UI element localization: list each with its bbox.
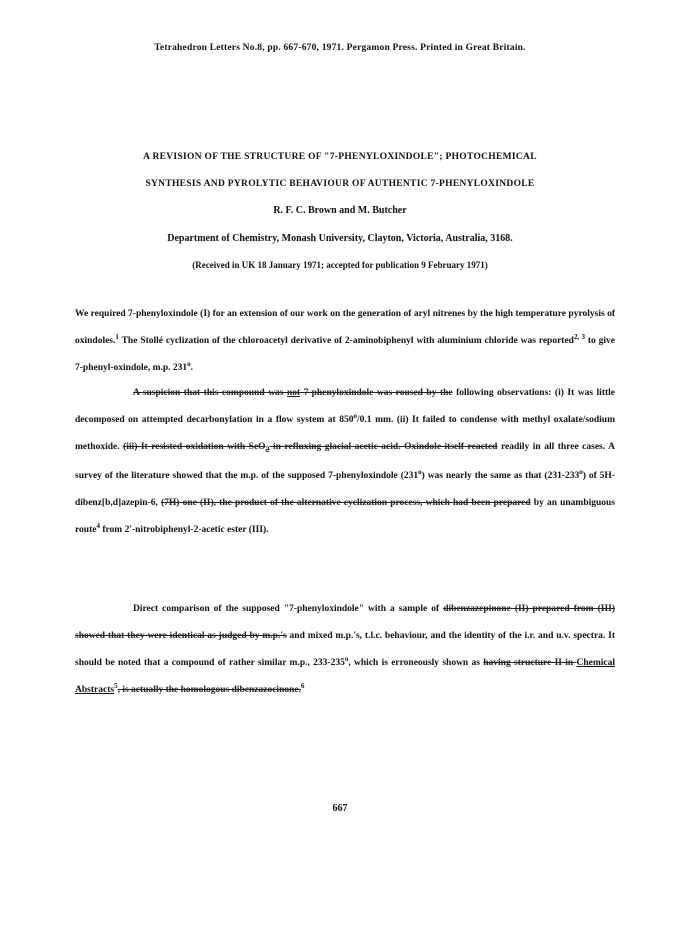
p2-text-a: A suspicion that this compound was: [133, 388, 287, 398]
p2-text-h: ) was nearly the same as that (231-233: [421, 470, 580, 481]
p2-text-g: readily in all three cases. A survey of the literature showed that the m.p. of the supposed 7-phenyloxindole (231: [75, 442, 615, 481]
p2-text-l: from 2'-nitrobiphenyl-2-acetic ester (III).: [99, 524, 269, 535]
p1-text-b: The Stollé cyclization of the chloroacetyl derivative of 2-aminobiphenyl with aluminium chloride was reported: [118, 336, 574, 346]
paragraph-2: [75, 380, 615, 544]
p3-text-a: Direct comparison of the supposed "7-phenyloxindole" with a sample of: [133, 604, 444, 614]
degree-symbol: o: [418, 467, 422, 476]
received-date: (Received in UK 18 January 1971; accepted for publication 9 February 1971): [192, 260, 488, 270]
article-title-line-2: SYNTHESIS AND PYROLYTIC BEHAVIOUR OF AUTHENTIC 7-PHENYLOXINDOLE: [145, 179, 535, 189]
p2-text-j: (7H) one (II), the product of the alternative cyclization process, which had been prepared: [161, 497, 531, 508]
p2-text-e: (iii) It resisted oxidation with SeO: [123, 442, 266, 452]
article-title-line-1: A REVISION OF THE STRUCTURE OF "7-PHENYLOXINDOLE"; PHOTOCHEMICAL: [143, 152, 537, 162]
subscript-2: 2: [265, 444, 270, 454]
p1-text-d: .: [190, 363, 194, 373]
page-number: 667: [332, 803, 348, 814]
p1-text-c: to give 7-phenyl-oxindole, m.p. 231: [75, 336, 616, 373]
chemical-abstracts: Chemical Abstracts: [75, 658, 616, 695]
ref-5: 5: [114, 681, 118, 690]
degree-symbol: o: [579, 467, 583, 476]
p1-text-a: We required 7-phenyloxindole (I) for an extension of our work on the generation of aryl nitrenes by the high temperature pyrolysis of oxindoles.: [75, 309, 615, 346]
paragraph-1: [75, 274, 615, 382]
p3-text-e: having structure II in: [483, 658, 577, 668]
degree-symbol: o: [353, 411, 358, 420]
ref-1: 1: [115, 332, 119, 341]
p2-text-b: 7-phenyloxindole was roused by the: [300, 388, 453, 398]
p2-struck-a: [133, 388, 453, 398]
authors: R. F. C. Brown and M. Butcher: [273, 205, 407, 216]
p3-text-b: dibenzazepinone (II) prepared from (III) showed that they were identical as judged by m.p.'s: [75, 604, 615, 641]
affiliation: Department of Chemistry, Monash University, Clayton, Victoria, Australia, 3168.: [167, 233, 513, 244]
p3-text-c: and mixed m.p.'s, t.l.c. behaviour, and the identity of the i.r. and u.v. spectra. It should be noted that a compound of rather similar m.p., 233-235: [75, 631, 616, 668]
ref-2-3: 2, 3: [573, 332, 585, 341]
journal-header: Tetrahedron Letters No.8, pp. 667-670, 1971. Pergamon Press. Printed in Great Britain.: [154, 43, 526, 53]
ref-4: 4: [96, 521, 100, 530]
p2-not: not: [287, 388, 301, 398]
degree-symbol: o: [187, 359, 191, 368]
p2-text-k: by an unambiguous route: [75, 497, 616, 535]
p3-text-d: , which is erroneously shown as: [348, 658, 484, 668]
degree-symbol: o: [344, 654, 349, 663]
p2-text-i: ) of 5H-dibenz[b,d]azepin-6,: [75, 470, 615, 508]
p3-text-f: , is actually the homologous dibenzazocinone.: [117, 685, 301, 695]
p2-struck-e: [123, 442, 497, 452]
p2-text-c: following observations: (i) It was little decomposed on attempted decarbonylation in a flow system at 850: [75, 388, 616, 425]
paragraph-3: [75, 596, 615, 704]
p2-text-f: in refluxing glacial acetic acid. Oxindole itself reacted: [269, 442, 498, 452]
ref-6: 6: [300, 681, 305, 690]
p2-text-d: /0.1 mm. (ii) It failed to condense with methyl oxalate/sodium methoxide.: [75, 415, 615, 452]
